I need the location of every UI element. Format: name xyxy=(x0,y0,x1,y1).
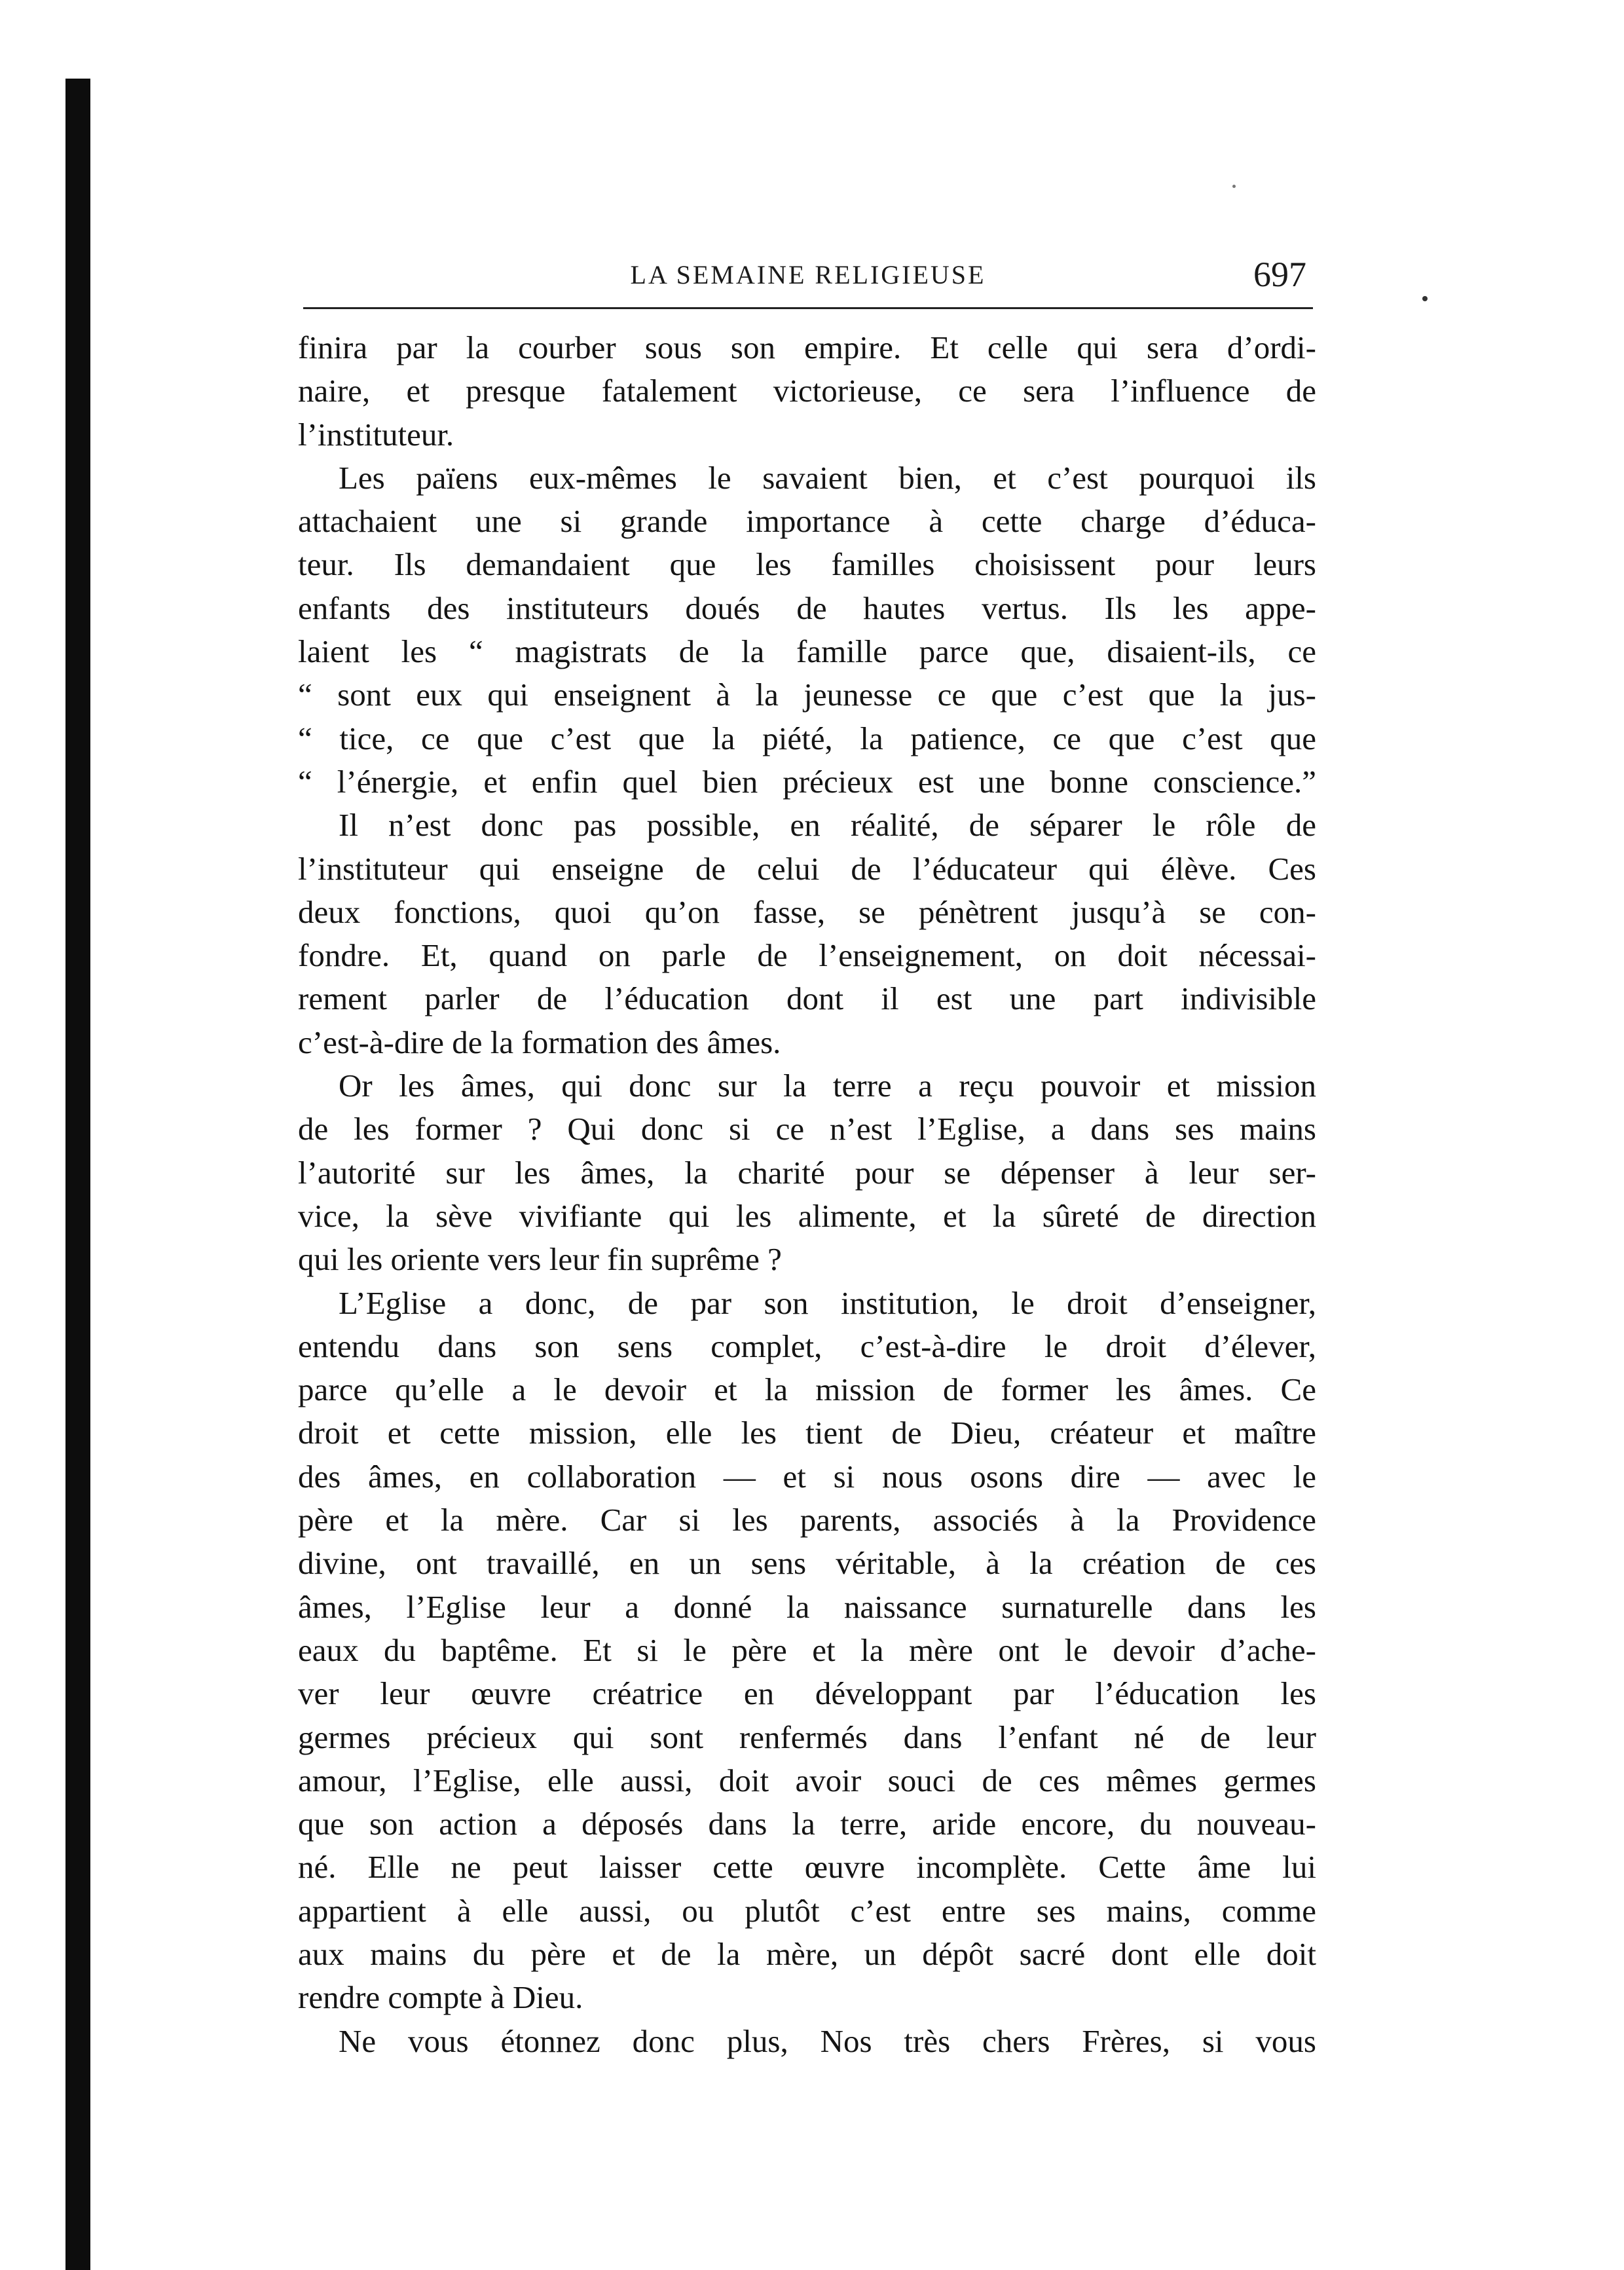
text-line: rendre compte à Dieu. xyxy=(298,1979,583,2016)
binding-shadow xyxy=(65,79,90,2270)
text-line: attachaient une si grande importance à cette charge d’éduca- xyxy=(298,503,1316,540)
text-line: enfants des instituteurs doués de hautes vertus. Ils les appe- xyxy=(298,589,1316,626)
text-line: entendu dans son sens complet, c’est-à-dire le droit d’élever, xyxy=(298,1328,1316,1364)
scan-speck xyxy=(1232,185,1236,188)
text-line: naire, et presque fatalement victorieuse, ce sera l’influence de xyxy=(298,373,1316,409)
text-line: amour, l’Eglise, elle aussi, doit avoir souci de ces mêmes germes xyxy=(298,1762,1316,1798)
running-head: LA SEMAINE RELIGIEUSE xyxy=(630,260,986,289)
text-line: deux fonctions, quoi qu’on fasse, se pénètrent jusqu’à se con- xyxy=(298,893,1316,930)
text-line: né. Elle ne peut laisser cette œuvre incomplète. Cette âme lui xyxy=(298,1849,1316,1886)
body-text xyxy=(298,326,1316,2063)
page-header xyxy=(303,254,1313,307)
text-line: “ sont eux qui enseignent à la jeunesse ce que c’est que la jus- xyxy=(298,677,1316,713)
text-line: appartient à elle aussi, ou plutôt c’est entre ses mains, comme xyxy=(298,1892,1316,1929)
text-line: l’instituteur qui enseigne de celui de l’éducateur qui élève. Ces xyxy=(298,850,1316,887)
text-line: l’autorité sur les âmes, la charité pour se dépenser à leur ser- xyxy=(298,1154,1316,1191)
text-line: vice, la sève vivifiante qui les alimente, et la sûreté de direction xyxy=(298,1197,1316,1234)
scan-speck xyxy=(1422,296,1428,301)
text-line: germes précieux qui sont renfermés dans l’enfant né de leur xyxy=(298,1719,1316,1755)
text-line: père et la mère. Car si les parents, associés à la Providence xyxy=(298,1502,1316,1538)
text-line: Or les âmes, qui donc sur la terre a reçu pouvoir et mission xyxy=(339,1068,1316,1104)
text-line: fondre. Et, quand on parle de l’enseignement, on doit nécessai- xyxy=(298,937,1316,974)
text-line: des âmes, en collaboration — et si nous osons dire — avec le xyxy=(298,1458,1316,1495)
text-line: ver leur œuvre créatrice en développant par l’éducation les xyxy=(298,1675,1316,1712)
text-line: L’Eglise a donc, de par son institution, le droit d’enseigner, xyxy=(339,1284,1316,1321)
text-line: l’instituteur. xyxy=(298,416,454,453)
text-line: âmes, l’Eglise leur a donné la naissance surnaturelle dans les xyxy=(298,1588,1316,1625)
text-line: Ne vous étonnez donc plus, Nos très chers Frères, si vous xyxy=(339,2022,1316,2059)
text-line: que son action a déposés dans la terre, aride encore, du nouveau- xyxy=(298,1806,1316,1842)
text-line: divine, ont travaillé, en un sens véritable, à la création de ces xyxy=(298,1545,1316,1582)
text-line: laient les “ magistrats de la famille parce que, disaient-ils, ce xyxy=(298,633,1316,670)
text-line: eaux du baptême. Et si le père et la mère ont le devoir d’ache- xyxy=(298,1631,1316,1668)
text-line: finira par la courber sous son empire. Et celle qui sera d’ordi- xyxy=(298,329,1316,365)
text-line: “ l’énergie, et enfin quel bien précieux est une bonne conscience.” xyxy=(298,763,1316,800)
text-line: de les former ? Qui donc si ce n’est l’Eglise, a dans ses mains xyxy=(298,1111,1316,1147)
text-line: Il n’est donc pas possible, en réalité, de séparer le rôle de xyxy=(339,807,1316,844)
text-line: qui les oriente vers leur fin suprême ? xyxy=(298,1241,782,1278)
text-line: droit et cette mission, elle les tient de Dieu, créateur et maître xyxy=(298,1415,1316,1451)
header-rule xyxy=(303,307,1313,309)
text-line: aux mains du père et de la mère, un dépôt sacré dont elle doit xyxy=(298,1935,1316,1972)
text-line: c’est-à-dire de la formation des âmes. xyxy=(298,1024,781,1060)
text-line: “ tice, ce que c’est que la piété, la patience, ce que c’est que xyxy=(298,720,1316,756)
page-number: 697 xyxy=(1253,255,1306,294)
text-line: parce qu’elle a le devoir et la mission de former les âmes. Ce xyxy=(298,1371,1316,1408)
text-line: Les païens eux-mêmes le savaient bien, et c’est pourquoi ils xyxy=(339,459,1316,496)
text-line: rement parler de l’éducation dont il est une part indivisible xyxy=(298,980,1316,1017)
text-line: teur. Ils demandaient que les familles choisissent pour leurs xyxy=(298,546,1316,583)
